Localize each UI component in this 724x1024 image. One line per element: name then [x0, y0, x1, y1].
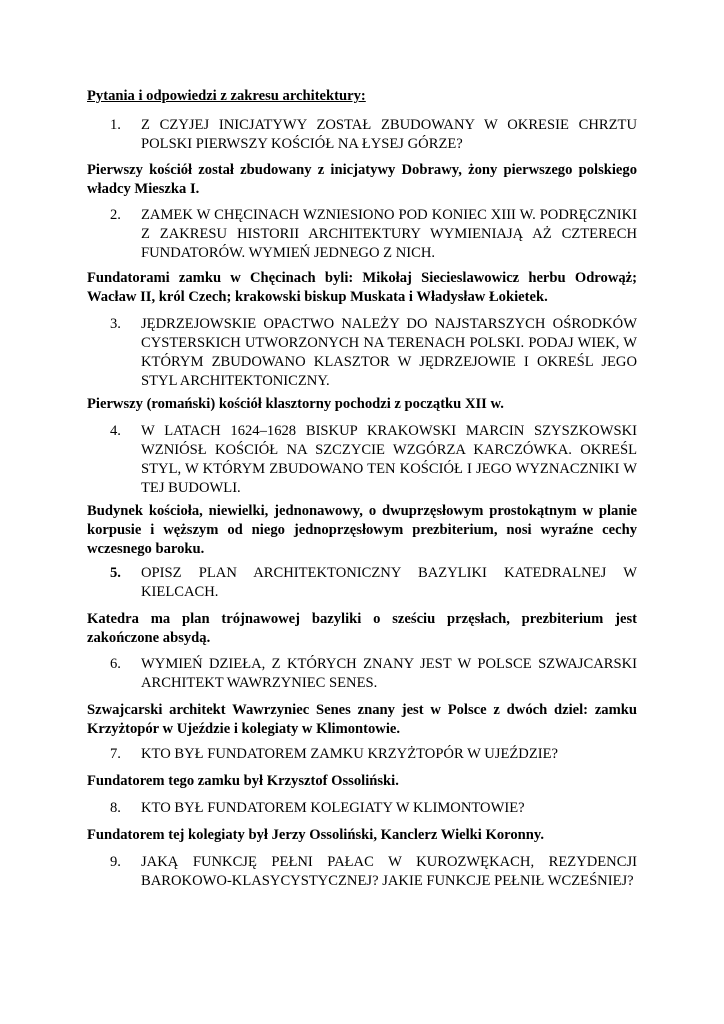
question-number: 9. [110, 854, 121, 870]
answer-4: Budynek kościoła, niewielki, jednonawowy, o dwuprzęsłowym prostokątnym w planie korpusie i węższym od niego jednoprzęsłowym prezbiterium, nosi wyraźne cechy wczesnego baroku. [87, 503, 637, 557]
question-number: 2. [110, 207, 121, 223]
question-6 [110, 655, 637, 693]
question-4 [110, 422, 637, 498]
question-number: 8. [110, 800, 121, 816]
question-text: JAKĄ FUNKCJĘ PEŁNI PAŁAC W KUROZWĘKACH, REZYDENCJI BAROKOWO-KLASYCYSTYCZNEJ? JAKIE FUNKCJE PEŁNIŁ WCZEŚNIEJ? [141, 854, 637, 889]
question-number: 5. [110, 565, 121, 581]
question-8 [110, 799, 637, 818]
question-3 [110, 315, 637, 391]
question-text: Z CZYJEJ INICJATYWY ZOSTAŁ ZBUDOWANY W OKRESIE CHRZTU POLSKI PIERWSZY KOŚCIÓŁ NA ŁYSEJ GÓRZE? [141, 117, 637, 152]
answer-5: Katedra ma plan trójnawowej bazyliki o sześciu przęsłach, prezbiterium jest zakończone absydą. [87, 611, 637, 646]
question-text: KTO BYŁ FUNDATOREM KOLEGIATY W KLIMONTOWIE? [141, 800, 525, 816]
answer-8: Fundatorem tej kolegiaty był Jerzy Ossoliński, Kanclerz Wielki Koronny. [87, 827, 545, 843]
document-heading: Pytania i odpowiedzi z zakresu architektury: [87, 88, 366, 104]
question-text: JĘDRZEJOWSKIE OPACTWO NALEŻY DO NAJSTARSZYCH OŚRODKÓW CYSTERSKICH UTWORZONYCH NA TERENACH POLSKI. PODAJ WIEK, W KTÓRYM ZBUDOWANO KLASZTOR W JĘDRZEJOWIE I OKREŚL JEGO STYL ARCHITEKTONICZNY. [141, 316, 637, 389]
question-number: 3. [110, 316, 121, 332]
question-text: WYMIEŃ DZIEŁA, Z KTÓRYCH ZNANY JEST W POLSCE SZWAJCARSKI ARCHITEKT WAWRZYNIEC SENES. [141, 656, 637, 691]
question-text: OPISZ PLAN ARCHITEKTONICZNY BAZYLIKI KATEDRALNEJ W KIELCACH. [141, 565, 637, 600]
question-number: 7. [110, 746, 121, 762]
question-text: W LATACH 1624–1628 BISKUP KRAKOWSKI MARCIN SZYSZKOWSKI WZNIÓSŁ KOŚCIÓŁ NA SZCZYCIE WZGÓRZA KARCZÓWKA. OKREŚL STYL, W KTÓRYM ZBUDOWANO TEN KOŚCIÓŁ I JEGO WYZNACZNIKI W TEJ BUDOWLI. [141, 423, 637, 496]
question-9 [110, 853, 637, 891]
question-text: KTO BYŁ FUNDATOREM ZAMKU KRZYŻTOPÓR W UJEŹDZIE? [141, 746, 559, 762]
question-2 [110, 206, 637, 263]
question-number: 6. [110, 656, 121, 672]
answer-3: Pierwszy (romański) kościół klasztorny pochodzi z początku XII w. [87, 396, 504, 412]
question-number: 4. [110, 423, 121, 439]
answer-7: Fundatorem tego zamku był Krzysztof Ossoliński. [87, 773, 399, 789]
question-1 [110, 116, 637, 154]
question-text: ZAMEK W CHĘCINACH WZNIESIONO POD KONIEC XIII W. PODRĘCZNIKI Z ZAKRESU HISTORII ARCHITEKTURY WYMIENIAJĄ AŻ CZTERECH FUNDATORÓW. WYMIEŃ JEDNEGO Z NICH. [141, 207, 637, 261]
answer-1: Pierwszy kościół został zbudowany z inicjatywy Dobrawy, żony pierwszego polskiego władcy Mieszka I. [87, 162, 637, 197]
question-5 [110, 564, 637, 602]
question-number: 1. [110, 117, 121, 133]
answer-2: Fundatorami zamku w Chęcinach byli: Mikołaj Siecieslawowicz herbu Odrowąż; Wacław II, król Czech; krakowski biskup Muskata i Władysław Łokietek. [87, 270, 637, 305]
answer-6: Szwajcarski architekt Wawrzyniec Senes znany jest w Polsce z dwóch dziel: zamku Krzyżtopór w Ujeździe i kolegiaty w Klimontowie. [87, 702, 637, 737]
question-7 [110, 745, 637, 764]
